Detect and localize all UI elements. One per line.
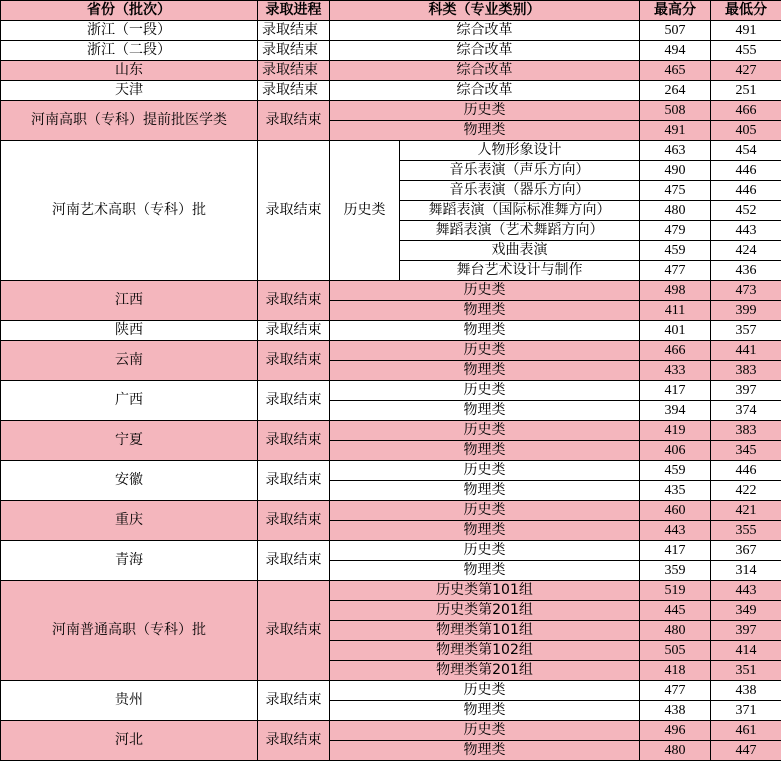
- max-score-cell: 480: [640, 201, 711, 221]
- table-row: [1, 141, 781, 161]
- table-row: [1, 461, 781, 481]
- subject-cell: 舞蹈表演（艺术舞蹈方向）: [400, 221, 640, 241]
- min-score-cell: 349: [711, 601, 781, 621]
- province-cell: 浙江（二段）: [1, 41, 258, 61]
- table-row: [1, 41, 781, 61]
- max-score-cell: 505: [640, 641, 711, 661]
- min-score-cell: 466: [711, 101, 781, 121]
- province-cell: 山东: [1, 61, 258, 81]
- table-row: [1, 321, 781, 341]
- subject-cell: 物理类: [330, 701, 640, 721]
- min-score-cell: 447: [711, 741, 781, 761]
- min-score-cell: 441: [711, 341, 781, 361]
- max-score-cell: 480: [640, 741, 711, 761]
- subject-cell: 历史类: [330, 461, 640, 481]
- min-score-cell: 455: [711, 41, 781, 61]
- table-row: [1, 581, 781, 601]
- subject-cell: 人物形象设计: [400, 141, 640, 161]
- max-score-cell: 477: [640, 681, 711, 701]
- progress-cell: 录取结束: [258, 81, 330, 101]
- table-row: [1, 541, 781, 561]
- min-score-cell: 427: [711, 61, 781, 81]
- subject-cell: 物理类: [330, 481, 640, 501]
- min-score-cell: 443: [711, 581, 781, 601]
- min-score-cell: 351: [711, 661, 781, 681]
- max-score-cell: 508: [640, 101, 711, 121]
- table-row: [1, 281, 781, 301]
- province-cell: 贵州: [1, 681, 258, 721]
- subject-cell: 物理类第101组: [330, 621, 640, 641]
- header-subject: 科类（专业类别）: [330, 1, 640, 21]
- subject-cell: 物理类: [330, 301, 640, 321]
- subject-cell: 历史类第201组: [330, 601, 640, 621]
- min-score-cell: 374: [711, 401, 781, 421]
- subject-cell: 音乐表演（声乐方向）: [400, 161, 640, 181]
- min-score-cell: 438: [711, 681, 781, 701]
- max-score-cell: 438: [640, 701, 711, 721]
- progress-cell: 录取结束: [258, 41, 330, 61]
- table-header-row: [1, 1, 781, 21]
- max-score-cell: 417: [640, 541, 711, 561]
- subject-cell: 历史类第101组: [330, 581, 640, 601]
- province-cell: 河南艺术高职（专科）批: [1, 141, 258, 281]
- progress-cell: 录取结束: [258, 681, 330, 721]
- province-cell: 天津: [1, 81, 258, 101]
- progress-cell: 录取结束: [258, 501, 330, 541]
- max-score-cell: 459: [640, 241, 711, 261]
- min-score-cell: 422: [711, 481, 781, 501]
- table-row: [1, 721, 781, 741]
- max-score-cell: 477: [640, 261, 711, 281]
- subject-cell: 物理类: [330, 361, 640, 381]
- province-cell: 云南: [1, 341, 258, 381]
- min-score-cell: 397: [711, 621, 781, 641]
- table-row: [1, 341, 781, 361]
- max-score-cell: 411: [640, 301, 711, 321]
- progress-cell: 录取结束: [258, 381, 330, 421]
- table-row: [1, 501, 781, 521]
- max-score-cell: 418: [640, 661, 711, 681]
- table-row: [1, 61, 781, 81]
- progress-cell: 录取结束: [258, 581, 330, 681]
- table-row: [1, 21, 781, 41]
- progress-cell: 录取结束: [258, 721, 330, 761]
- max-score-cell: 459: [640, 461, 711, 481]
- max-score-cell: 264: [640, 81, 711, 101]
- min-score-cell: 446: [711, 161, 781, 181]
- header-progress: 录取进程: [258, 1, 330, 21]
- province-cell: 河南高职（专科）提前批医学类: [1, 101, 258, 141]
- subject-cell: 历史类: [330, 101, 640, 121]
- max-score-cell: 479: [640, 221, 711, 241]
- progress-cell: 录取结束: [258, 281, 330, 321]
- min-score-cell: 345: [711, 441, 781, 461]
- min-score-cell: 397: [711, 381, 781, 401]
- subject-cell: 舞蹈表演（国际标准舞方向）: [400, 201, 640, 221]
- max-score-cell: 433: [640, 361, 711, 381]
- min-score-cell: 436: [711, 261, 781, 281]
- max-score-cell: 460: [640, 501, 711, 521]
- max-score-cell: 401: [640, 321, 711, 341]
- subject-cell: 历史类: [330, 681, 640, 701]
- max-score-cell: 465: [640, 61, 711, 81]
- min-score-cell: 421: [711, 501, 781, 521]
- min-score-cell: 371: [711, 701, 781, 721]
- province-cell: 广西: [1, 381, 258, 421]
- header-province: 省份（批次）: [1, 1, 258, 21]
- min-score-cell: 452: [711, 201, 781, 221]
- province-cell: 河南普通高职（专科）批: [1, 581, 258, 681]
- province-cell: 江西: [1, 281, 258, 321]
- progress-cell: 录取结束: [258, 341, 330, 381]
- min-score-cell: 454: [711, 141, 781, 161]
- subject-cell: 音乐表演（器乐方向）: [400, 181, 640, 201]
- subject-cell: 舞台艺术设计与制作: [400, 261, 640, 281]
- province-cell: 重庆: [1, 501, 258, 541]
- max-score-cell: 406: [640, 441, 711, 461]
- subject-cell: 综合改革: [330, 41, 640, 61]
- max-score-cell: 496: [640, 721, 711, 741]
- province-cell: 浙江（一段）: [1, 21, 258, 41]
- max-score-cell: 490: [640, 161, 711, 181]
- min-score-cell: 461: [711, 721, 781, 741]
- province-cell: 陕西: [1, 321, 258, 341]
- subject-cell: 物理类: [330, 121, 640, 141]
- subject-cell: 综合改革: [330, 21, 640, 41]
- progress-cell: 录取结束: [258, 61, 330, 81]
- province-cell: 青海: [1, 541, 258, 581]
- min-score-cell: 405: [711, 121, 781, 141]
- subject-cell: 历史类: [330, 281, 640, 301]
- progress-cell: 录取结束: [258, 321, 330, 341]
- subject-cell: 综合改革: [330, 61, 640, 81]
- min-score-cell: 355: [711, 521, 781, 541]
- max-score-cell: 359: [640, 561, 711, 581]
- min-score-cell: 473: [711, 281, 781, 301]
- min-score-cell: 251: [711, 81, 781, 101]
- header-max: 最高分: [640, 1, 711, 21]
- min-score-cell: 446: [711, 181, 781, 201]
- max-score-cell: 494: [640, 41, 711, 61]
- subject-cell: 物理类第102组: [330, 641, 640, 661]
- subject-cell: 物理类: [330, 401, 640, 421]
- max-score-cell: 445: [640, 601, 711, 621]
- subject-cell: 物理类: [330, 321, 640, 341]
- progress-cell: 录取结束: [258, 421, 330, 461]
- max-score-cell: 498: [640, 281, 711, 301]
- max-score-cell: 435: [640, 481, 711, 501]
- max-score-cell: 491: [640, 121, 711, 141]
- progress-cell: 录取结束: [258, 461, 330, 501]
- progress-cell: 录取结束: [258, 541, 330, 581]
- min-score-cell: 367: [711, 541, 781, 561]
- table-row: [1, 421, 781, 441]
- max-score-cell: 475: [640, 181, 711, 201]
- max-score-cell: 419: [640, 421, 711, 441]
- subject-cell: 戏曲表演: [400, 241, 640, 261]
- table-row: [1, 81, 781, 101]
- max-score-cell: 417: [640, 381, 711, 401]
- max-score-cell: 507: [640, 21, 711, 41]
- progress-cell: 录取结束: [258, 141, 330, 281]
- max-score-cell: 480: [640, 621, 711, 641]
- min-score-cell: 357: [711, 321, 781, 341]
- subject-cell: 历史类: [330, 721, 640, 741]
- max-score-cell: 463: [640, 141, 711, 161]
- subject-cell: 物理类: [330, 561, 640, 581]
- min-score-cell: 491: [711, 21, 781, 41]
- province-cell: 安徽: [1, 461, 258, 501]
- subject-cell: 历史类: [330, 421, 640, 441]
- min-score-cell: 399: [711, 301, 781, 321]
- subject-cell: 物理类: [330, 741, 640, 761]
- subject-cell: 历史类: [330, 541, 640, 561]
- subject-cell: 历史类: [330, 381, 640, 401]
- progress-cell: 录取结束: [258, 21, 330, 41]
- min-score-cell: 446: [711, 461, 781, 481]
- progress-cell: 录取结束: [258, 101, 330, 141]
- category-cell: 历史类: [330, 141, 400, 281]
- max-score-cell: 519: [640, 581, 711, 601]
- table-row: [1, 681, 781, 701]
- subject-cell: 物理类: [330, 441, 640, 461]
- subject-cell: 历史类: [330, 341, 640, 361]
- max-score-cell: 394: [640, 401, 711, 421]
- min-score-cell: 383: [711, 421, 781, 441]
- min-score-cell: 314: [711, 561, 781, 581]
- province-cell: 宁夏: [1, 421, 258, 461]
- min-score-cell: 443: [711, 221, 781, 241]
- max-score-cell: 443: [640, 521, 711, 541]
- table-row: [1, 101, 781, 121]
- min-score-cell: 424: [711, 241, 781, 261]
- subject-cell: 历史类: [330, 501, 640, 521]
- table-row: [1, 381, 781, 401]
- min-score-cell: 383: [711, 361, 781, 381]
- subject-cell: 物理类第201组: [330, 661, 640, 681]
- min-score-cell: 414: [711, 641, 781, 661]
- province-cell: 河北: [1, 721, 258, 761]
- subject-cell: 综合改革: [330, 81, 640, 101]
- header-min: 最低分: [711, 1, 781, 21]
- subject-cell: 物理类: [330, 521, 640, 541]
- max-score-cell: 466: [640, 341, 711, 361]
